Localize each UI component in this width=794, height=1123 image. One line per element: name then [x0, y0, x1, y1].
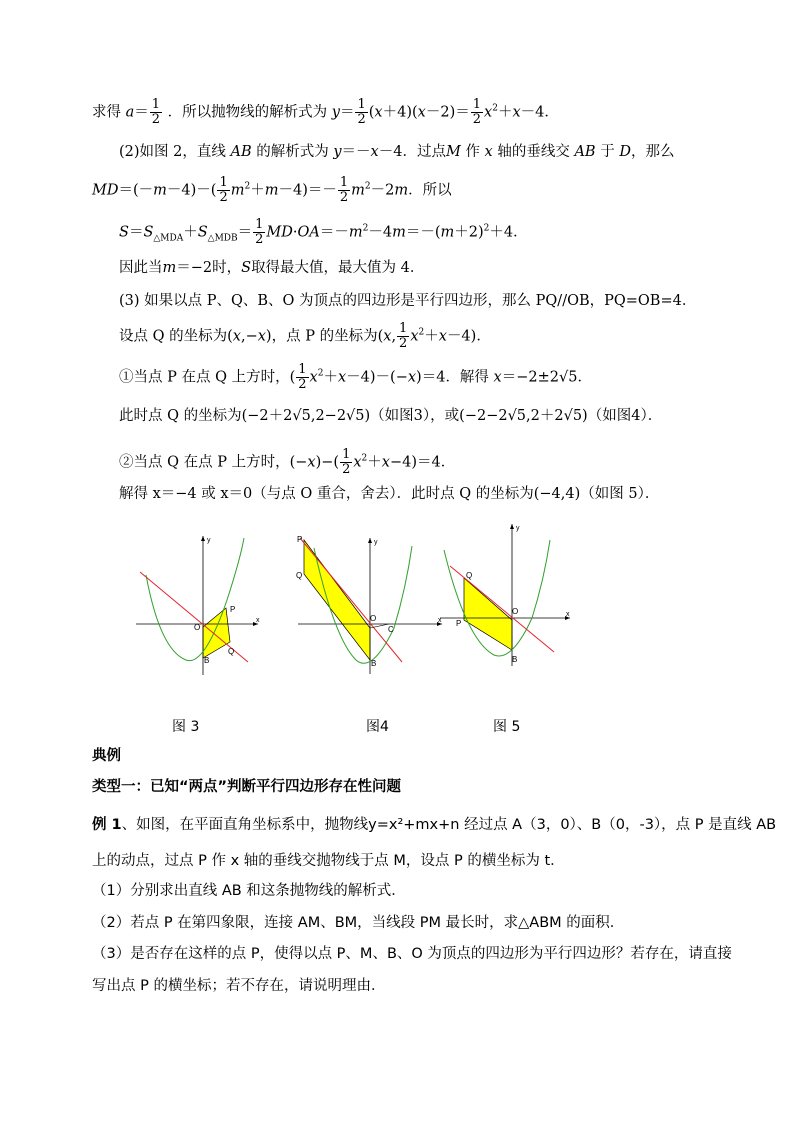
parallelogram-fill: [203, 608, 230, 658]
svg-text:y: y: [374, 539, 378, 546]
parallelogram-fill: [304, 540, 370, 660]
example-1-line-2: 上的动点，过点 P 作 x 轴的垂线交抛物线于点 M，设点 P 的横坐标为 t．: [92, 853, 565, 869]
solution-line-6: (3) 如果以点 P、Q、B、O 为顶点的四边形是平行四边形，那么 PQ//OB，PQ=OB=4．: [119, 293, 697, 309]
question-1: （1）分别求出直线 AB 和这条抛物线的解析式．: [92, 883, 406, 899]
section-heading: 典例: [92, 748, 121, 764]
point-o: O: [370, 614, 377, 623]
point-q: Q: [296, 571, 303, 580]
solution-line-4: $S=S_{\triangle MDA}+S_{\triangle MDB}=$ $\frac{1}{2}$ $MD\cdot OA=-m^2-4m=-(m+2)^2+4$．: [119, 217, 528, 247]
svg-text:x: x: [566, 611, 570, 618]
solution-line-3: MD＝(－m－4)－( $\frac{1}{2}$ $m^2+m-4)=-$ $\frac{1}{2}$ $m^2-2m$．所以: [92, 175, 452, 205]
figure-3: [132, 530, 262, 680]
solution-line-10: ②当点 Q 在点 P 上方时，(−x)−( $\frac{1}{2}$ $x^2+x-4)=4$．: [119, 447, 456, 477]
point-q: Q: [466, 571, 473, 580]
example-1-line-1: 例 1、如图，在平面直角坐标系中，抛物线y=x²+mx+n 经过点 A（3，0）、B（0，-3），点 P 是直线 AB: [92, 817, 777, 833]
figure-5: [436, 520, 576, 670]
svg-text:y: y: [516, 525, 520, 532]
figure-4-caption: 图4: [366, 719, 389, 735]
line-ab: [300, 538, 402, 662]
figure-3-caption: 图 3: [172, 719, 200, 735]
figure-5-caption: 图 5: [493, 719, 521, 735]
svg-text:x: x: [438, 617, 442, 624]
point-p: P: [297, 535, 303, 544]
point-b: B: [204, 656, 210, 665]
solution-line-7: 设点 Q 的坐标为(x,−x)，点 P 的坐标为(x, $\frac{1}{2}$ $x^2+x-4$)．: [119, 321, 491, 351]
solution-line-11: 解得 x＝−4 或 x＝0（与点 O 重合，舍去）．此时点 Q 的坐标为(−4,4)（如图 5）．: [119, 486, 660, 502]
svg-text:x: x: [256, 617, 260, 624]
point-b: B: [512, 655, 518, 664]
question-2: （2）若点 P 在第四象限，连接 AM、BM，当线段 PM 最长时，求△ABM 的面积．: [92, 915, 625, 931]
point-p: P: [230, 605, 236, 614]
point-q: Q: [228, 647, 235, 656]
type-heading: 类型一：已知“两点”判断平行四边形存在性问题: [92, 779, 402, 795]
parallelogram-fill: [464, 578, 512, 650]
point-c: C: [388, 625, 394, 634]
figure-4: [294, 528, 446, 678]
solution-line-2: (2)如图 2，直线 AB 的解析式为 y＝－x－4．过点M 作 x 轴的垂线交 AB 于 D，那么: [119, 144, 675, 160]
solution-line-8: ①当点 P 在点 Q 上方时，( $\frac{1}{2}$ $x^2+x-4)-(-x)=4$．解得 x＝−2±2√5．: [119, 362, 592, 392]
svg-text:y: y: [207, 537, 211, 544]
point-b: B: [371, 659, 377, 668]
solution-line-5: 因此当m＝−2时，S取得最大值，最大值为 4．: [119, 260, 425, 276]
point-o: O: [194, 623, 201, 632]
solution-line-9: 此时点 Q 的坐标为(−2＋2√5,2−2√5)（如图3），或(−2−2√5,2＋2√5)（如图4）．: [119, 408, 663, 424]
question-3-line-1: （3）是否存在这样的点 P，使得以点 P、M、B、O 为顶点的四边形为平行四边形？若存在，请直接: [92, 946, 732, 962]
solution-line-1: 求得 a＝ $\frac{1}{2}$ ．所以抛物线的解析式为 y＝ $\frac{1}{2}$ (x＋4)(x－2)＝ $\frac{1}{2}$ $x^2+x-4$．: [92, 97, 559, 127]
question-3-line-2: 写出点 P 的横坐标；若不存在，请说明理由．: [92, 978, 386, 994]
point-p: P: [456, 619, 462, 628]
point-o: O: [512, 607, 519, 616]
